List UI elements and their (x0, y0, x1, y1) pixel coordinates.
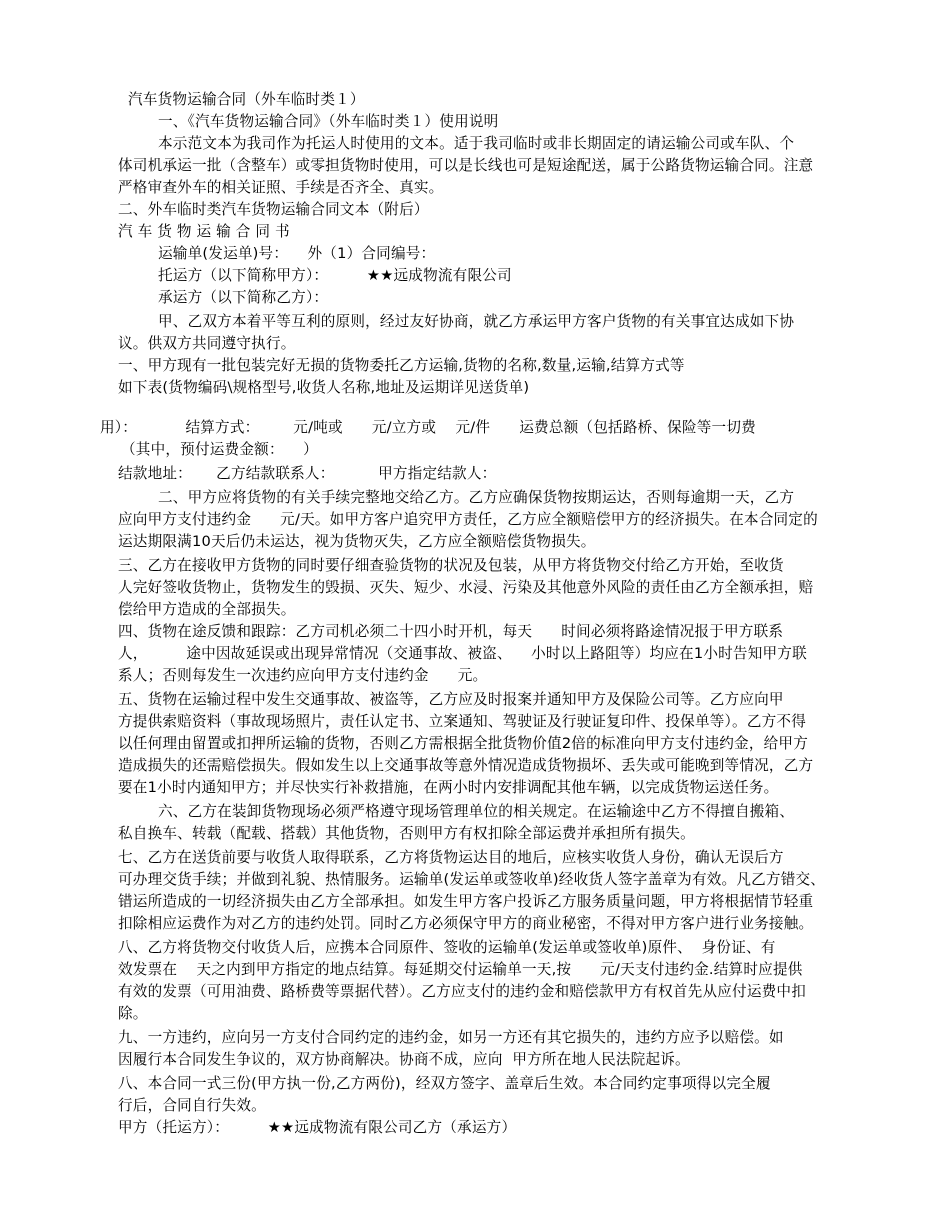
clause-line: 五、货物在运输过程中发生交通事故、被盗等，乙方应及时报案并通知甲方及保险公司等。乙方应向甲 (118, 691, 784, 708)
clause-line: 用）： 结算方式： 元/吨或 元/立方或 元/件 运费总额（包括路桥、保险等一切费 (100, 419, 756, 436)
clause-line: 人完好签收货物止，货物发生的毁损、灭失、短少、水浸、污染及其他意外风险的责任由乙方全额承担，赔 (118, 579, 814, 596)
clause-line: 八、乙方将货物交付收货人后，应携本合同原件、签收的运输单(发运单或签收单)原件、 身份证、有 (118, 939, 776, 956)
form-field-line: 运输单(发运单)号： 外（1）合同编号： (158, 245, 436, 262)
signature-line: 甲方（托运方）： ★★远成物流有限公司乙方（承运方） (118, 1119, 517, 1136)
clause-line: 要在1小时内通知甲方；并尽快实行补救措施，在两小时内安排调配其他车辆，以完成货物运送任务。 (118, 779, 779, 796)
paragraph-line: 严格审查外车的相关证照、手续是否齐全、真实。 (118, 179, 444, 196)
clause-line: 三、乙方在接收甲方货物的同时要仔细查验货物的状况及包装，从甲方将货物交付给乙方开始，至收货 (118, 557, 784, 574)
document-title: 汽车货物运输合同（外车临时类１） (128, 91, 365, 108)
clause-line: 偿给甲方造成的全部损失。 (118, 601, 296, 618)
clause-line: 可办理交货手续；并做到礼貌、热情服务。运输单(发运单或签收单)经收货人签字盖章为有效。凡乙方错交、 (118, 871, 826, 888)
paragraph-line: 体司机承运一批（含整车）或零担货物时使用，可以是长线也可是短途配送，属于公路货物运输合同。注意 (118, 157, 814, 174)
clause-line: 效发票在 天之内到甲方指定的地点结算。每延期交付运输单一天,按 元/天支付违约金.结算时应提供 (118, 961, 803, 978)
clause-line: 有效的发票（可用油费、路桥费等票据代替）。乙方应支付的违约金和赔偿款甲方有权首先从应付运费中扣 (118, 983, 807, 1000)
clause-line: 扣除相应运费作为对乙方的违约处罚。同时乙方必须保守甲方的商业秘密，不得对甲方客户进行业务接触。 (118, 915, 814, 932)
form-field-line: 托运方（以下简称甲方）： ★★远成物流有限公司 (158, 267, 512, 284)
form-field-line: 承运方（以下简称乙方）： (158, 289, 329, 306)
clause-line: 私自换车、转载（配载、搭载）其他货物，否则甲方有权扣除全部运费并承担所有损失。 (118, 825, 695, 842)
clause-line: 运达期限满10天后仍未运达，视为货物灭失，乙方应全额赔偿货物损失。 (118, 533, 596, 550)
clause-line: 四、货物在途反馈和跟踪：乙方司机必须二十四小时开机，每天 时间必须将路途情况报于甲方联系 (118, 623, 784, 640)
clause-line: 七、乙方在送货前要与收货人取得联系，乙方将货物运达目的地后，应核实收货人身份，确认无误后方 (118, 849, 784, 866)
clause-line: 应向甲方支付违约金 元/天。如甲方客户追究甲方责任，乙方应全额赔偿甲方的经济损失。在本合同定的 (118, 511, 818, 528)
clause-line: 八、本合同一式三份(甲方执一份,乙方两份)，经双方签字、盖章后生效。本合同约定事项得以完全履 (118, 1075, 771, 1092)
clause-line: 行后，合同自行失效。 (118, 1097, 266, 1114)
clause-line: （其中，预付运费金额： ） (121, 441, 318, 458)
clause-line: 以任何理由留置或扣押所运输的货物，否则乙方需根据全批货物价值2倍的标准向甲方支付违约金，给甲方 (118, 735, 809, 752)
paragraph-line: 本示范文本为我司作为托运人时使用的文本。适于我司临时或非长期固定的请运输公司或车队、个 (158, 135, 795, 152)
clause-line: 除。 (118, 1005, 148, 1022)
paragraph-line: 议。供双方共同遵守执行。 (118, 335, 296, 352)
section-heading: 一、《汽车货物运输合同》（外车临时类１）使用说明 (158, 113, 499, 130)
contract-subtitle: 汽 车 货 物 运 输 合 同 书 (118, 223, 290, 240)
clause-line: 结款地址： 乙方结款联系人： 甲方指定结款人： (118, 465, 497, 482)
clause-line: 九、一方违约，应向另一方支付合同约定的违约金，如另一方还有其它损失的，违约方应予以赔偿。如 (118, 1029, 784, 1046)
section-heading: 二、外车临时类汽车货物运输合同文本（附后） (118, 201, 429, 218)
clause-line: 造成损失的还需赔偿损失。假如发生以上交通事故等意外情况造成货物损坏、丢失或可能晚到等情况，乙方 (118, 757, 814, 774)
clause-line: 一、甲方现有一批包装完好无损的货物委托乙方运输,货物的名称,数量,运输,结算方式等 (118, 357, 685, 374)
clause-line: 二、甲方应将货物的有关手续完整地交给乙方。乙方应确保货物按期运达，否则每逾期一天，乙方 (158, 489, 795, 506)
clause-line: 六、乙方在装卸货物现场必须严格遵守现场管理单位的相关规定。在运输途中乙方不得擅自搬箱、 (158, 803, 795, 820)
clause-line: 错运所造成的一切经济损失由乙方全部承担。如发生甲方客户投诉乙方服务质量问题，甲方将根据情节轻重 (118, 893, 814, 910)
clause-line: 人， 途中因故延误或出现异常情况（交通事故、被盗、 小时以上路阻等）均应在1小时告知甲方联 (118, 645, 807, 662)
clause-line: 系人；否则每发生一次违约应向甲方支付违约金 元。 (118, 667, 488, 684)
clause-line: 方提供索赔资料（事故现场照片，责任认定书、立案通知、驾驶证及行驶证复印件、投保单等）。乙方不得 (118, 713, 807, 730)
clause-line: 如下表(货物编码\规格型号,收货人名称,地址及运期详见送货单) (118, 379, 530, 396)
clause-line: 因履行本合同发生争议的，双方协商解决。协商不成，应向 甲方所在地人民法院起诉。 (118, 1051, 690, 1068)
paragraph-line: 甲、乙双方本着平等互利的原则，经过友好协商，就乙方承运甲方客户货物的有关事宜达成如下协 (158, 313, 795, 330)
